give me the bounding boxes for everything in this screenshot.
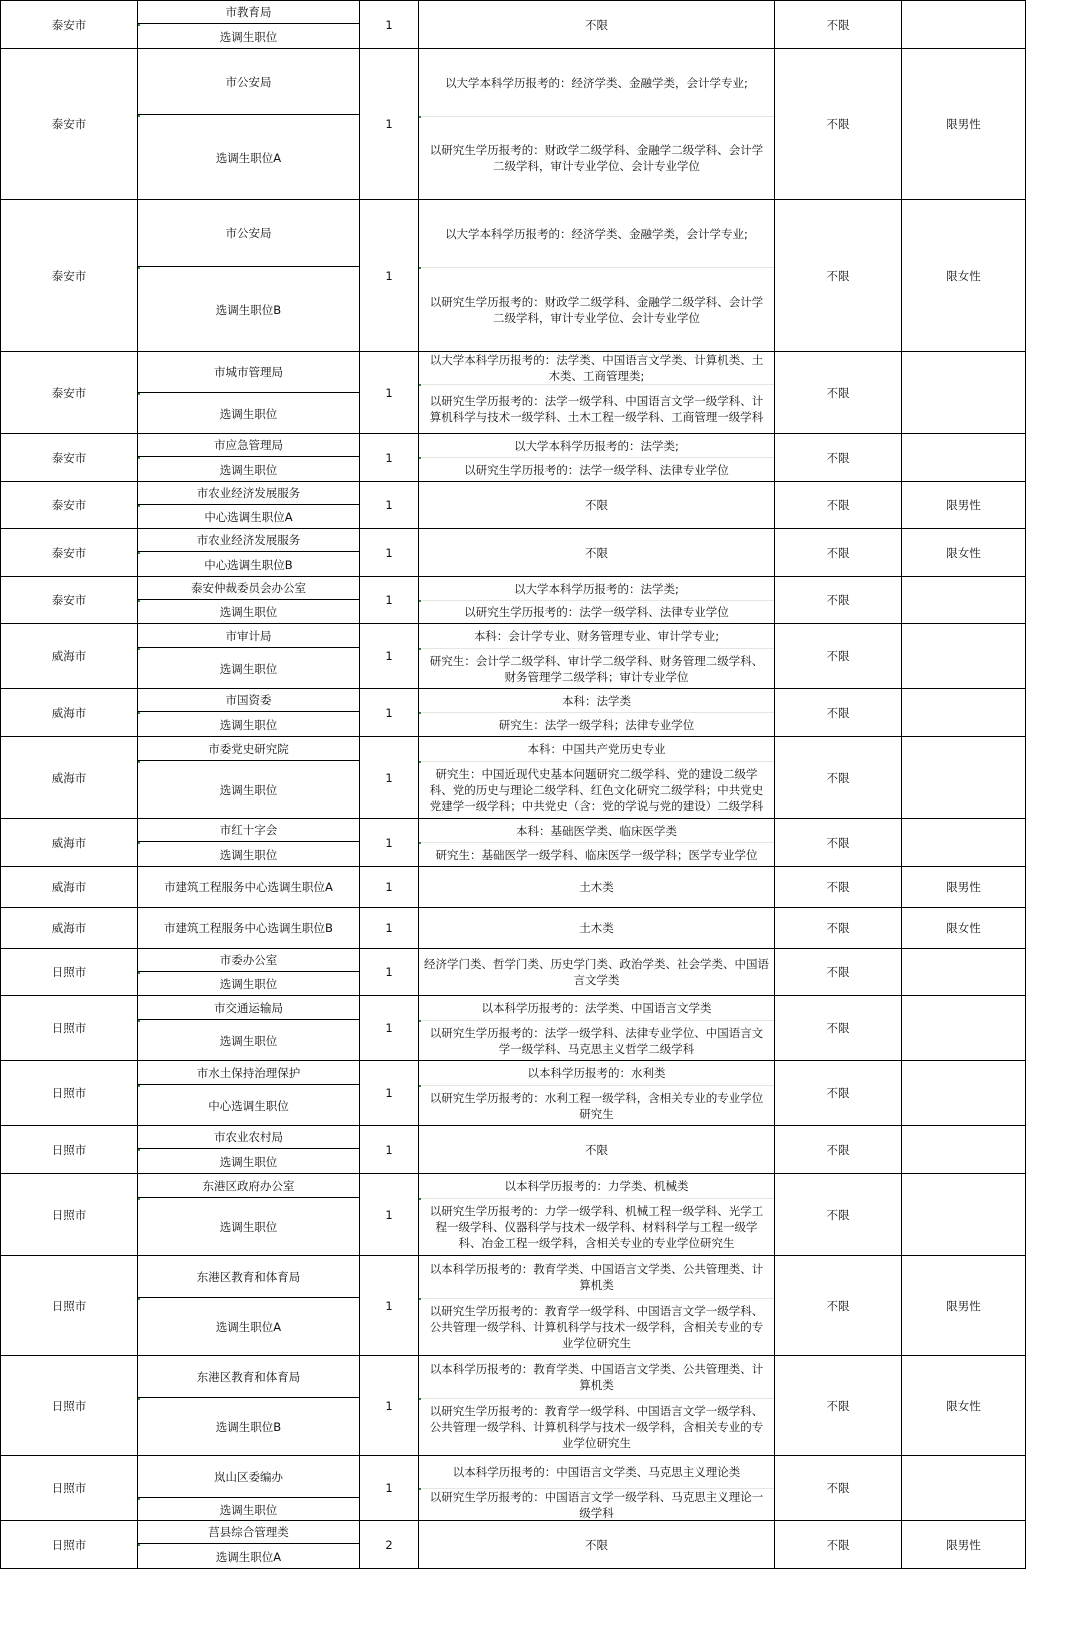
requirement-undergrad: 以本科学历报考的：力学类、机械类 (504, 1179, 689, 1193)
city-cell: 日照市 (0, 995, 138, 1061)
unit-position: 选调生职位B (215, 302, 282, 317)
cell-marker (419, 1398, 421, 1400)
city-cell: 日照市 (0, 1520, 138, 1569)
unit-name: 东港区教育和体育局 (138, 1256, 359, 1298)
requirement-graduate: 研究生：基础医学一级学科、临床医学一级学科；医学专业学位 (435, 847, 758, 862)
unit-name: 市交通运输局 (138, 996, 359, 1020)
education-cell: 不限 (774, 576, 902, 624)
cell-marker (138, 1085, 140, 1087)
unit-name: 市城市管理局 (138, 352, 359, 393)
requirement-cell (418, 818, 775, 867)
cell-marker (419, 842, 421, 844)
cell-marker (138, 972, 140, 974)
unit-cell (137, 1355, 360, 1456)
unit-cell (137, 688, 360, 737)
requirement-cell (418, 1255, 775, 1356)
city-cell: 日照市 (0, 1125, 138, 1174)
unit-name: 市红十字会 (138, 819, 359, 842)
note-cell (901, 1455, 1026, 1521)
requirement-undergrad: 以大学本科学历报考的：法学类; (514, 581, 679, 596)
unit-cell (137, 736, 360, 819)
count-cell: 1 (359, 1173, 419, 1256)
cell-marker (138, 393, 140, 395)
count-cell: 1 (359, 623, 419, 689)
cell-marker (138, 115, 140, 117)
requirement-undergrad: 以本科学历报考的：水利类 (527, 1066, 666, 1080)
requirement-graduate: 以研究生学历报考的：法学一级学科、中国语言文学一级学科、计算机科学与技术一级学科、土木工程一级学科、工商管理一级学科 (429, 394, 764, 424)
unit-cell (137, 576, 360, 624)
unit-name: 市国资委 (138, 689, 359, 712)
cell-marker (419, 1198, 421, 1200)
unit-name: 市水土保持治理保护 (138, 1061, 359, 1085)
requirement-undergrad: 以本科学历报考的：教育学类、中国语言文学类、公共管理类、计算机类 (429, 1362, 764, 1392)
unit-cell (137, 481, 360, 529)
requirement-cell: 经济学门类、哲学门类、历史学门类、政治学类、社会学类、中国语言文学类 (418, 948, 775, 996)
count-cell: 1 (359, 199, 419, 352)
unit-cell (137, 1255, 360, 1356)
cell-marker (138, 24, 140, 26)
unit-position: 选调生职位 (219, 847, 278, 862)
unit-name: 东港区政府办公室 (138, 1174, 359, 1198)
unit-cell (137, 818, 360, 867)
cell-marker (138, 1398, 140, 1400)
education-cell: 不限 (774, 1455, 902, 1521)
count-cell: 1 (359, 866, 419, 908)
cell-marker (138, 600, 140, 602)
city-cell: 威海市 (0, 818, 138, 867)
requirement-undergrad: 以本科学历报考的：教育学类、中国语言文学类、公共管理类、计算机类 (429, 1262, 764, 1292)
requirement-undergrad: 以本科学历报考的：法学类、中国语言文学类 (481, 1001, 712, 1015)
cell-marker (138, 1020, 140, 1022)
note-cell (901, 995, 1026, 1061)
unit-cell (137, 1520, 360, 1569)
requirement-graduate: 以研究生学历报考的：财政学二级学科、金融学二级学科、会计学二级学科，审计专业学位、会计专业学位 (429, 294, 764, 325)
count-cell: 1 (359, 48, 419, 200)
education-cell: 不限 (774, 948, 902, 996)
city-cell: 泰安市 (0, 0, 138, 49)
cell-marker (419, 267, 421, 269)
unit-cell: 市建筑工程服务中心选调生职位A (137, 866, 360, 908)
unit-cell: 市建筑工程服务中心选调生职位B (137, 907, 360, 949)
requirement-undergrad: 以大学本科学历报考的：经济学类、金融学类，会计学专业; (445, 75, 748, 90)
city-cell: 日照市 (0, 1060, 138, 1126)
cell-marker (419, 1020, 421, 1022)
cell-marker (419, 761, 421, 763)
city-cell: 威海市 (0, 623, 138, 689)
unit-cell (137, 1173, 360, 1256)
unit-name: 莒县综合管理类 (138, 1521, 359, 1544)
note-cell: 限女性 (901, 907, 1026, 949)
unit-position: 选调生职位 (219, 661, 278, 676)
count-cell: 2 (359, 1520, 419, 1569)
unit-cell (137, 948, 360, 996)
education-cell: 不限 (774, 995, 902, 1061)
unit-cell (137, 1455, 360, 1521)
city-cell: 日照市 (0, 1173, 138, 1256)
education-cell: 不限 (774, 1060, 902, 1126)
count-cell: 1 (359, 528, 419, 577)
cell-marker (419, 1298, 421, 1300)
requirement-graduate: 以研究生学历报考的：法学一级学科、法律专业学位 (464, 462, 729, 477)
requirement-cell (418, 995, 775, 1061)
count-cell: 1 (359, 688, 419, 737)
education-cell: 不限 (774, 199, 902, 352)
unit-name: 泰安仲裁委员会办公室 (138, 577, 359, 600)
count-cell: 1 (359, 818, 419, 867)
requirement-cell (418, 433, 775, 482)
education-cell: 不限 (774, 433, 902, 482)
education-cell: 不限 (774, 818, 902, 867)
note-cell: 限男性 (901, 481, 1026, 529)
requirement-undergrad: 本科：法学类 (562, 693, 631, 708)
education-cell: 不限 (774, 1255, 902, 1356)
note-cell (901, 1060, 1026, 1126)
city-cell: 日照市 (0, 1455, 138, 1521)
unit-position: 选调生职位 (219, 462, 278, 477)
unit-position: 中心选调生职位B (204, 557, 293, 572)
note-cell: 限女性 (901, 199, 1026, 352)
requirement-cell (418, 351, 775, 434)
unit-position: 选调生职位 (219, 605, 278, 619)
requirement-cell: 土木类 (418, 866, 775, 908)
note-cell: 限女性 (901, 1355, 1026, 1456)
requirement-cell: 不限 (418, 1125, 775, 1174)
education-cell: 不限 (774, 351, 902, 434)
unit-position: 选调生职位 (219, 29, 278, 44)
requirement-graduate: 研究生：会计学二级学科、审计学二级学科、财务管理二级学科、财务管理学二级学科；审计专业学位 (429, 653, 764, 684)
requirement-graduate: 以研究生学历报考的：水利工程一级学科，含相关专业的专业学位研究生 (429, 1090, 764, 1121)
requirement-graduate: 以研究生学历报考的：财政学二级学科、金融学二级学科、会计学二级学科，审计专业学位、会计专业学位 (429, 143, 764, 173)
unit-name: 市公安局 (138, 49, 359, 115)
requirement-cell: 土木类 (418, 907, 775, 949)
unit-name: 市审计局 (138, 624, 359, 648)
unit-cell (137, 623, 360, 689)
city-cell: 日照市 (0, 1355, 138, 1456)
city-cell: 泰安市 (0, 528, 138, 577)
requirement-graduate: 以研究生学历报考的：法学一级学科、法律专业学位 (464, 605, 729, 619)
unit-cell (137, 199, 360, 352)
cell-marker (138, 1498, 140, 1500)
requirement-cell: 不限 (418, 1520, 775, 1569)
requirement-cell: 不限 (418, 0, 775, 49)
count-cell: 1 (359, 907, 419, 949)
unit-cell (137, 995, 360, 1061)
note-cell (901, 1125, 1026, 1174)
unit-position: 选调生职位B (215, 1420, 282, 1434)
cell-marker (419, 1488, 421, 1490)
cell-marker (138, 761, 140, 763)
city-cell: 威海市 (0, 866, 138, 908)
requirement-cell (418, 623, 775, 689)
cell-marker (138, 1298, 140, 1300)
note-cell (901, 0, 1026, 49)
unit-position: 选调生职位A (215, 1320, 282, 1334)
education-cell: 不限 (774, 907, 902, 949)
education-cell: 不限 (774, 688, 902, 737)
cell-marker (138, 648, 140, 650)
requirement-graduate: 以研究生学历报考的：教育学一级学科、中国语言文学一级学科、公共管理一级学科、计算机科学与技术一级学科，含相关专业的专业学位研究生 (429, 1304, 764, 1350)
note-cell (901, 576, 1026, 624)
requirement-graduate: 研究生：法学一级学科；法律专业学位 (498, 717, 695, 732)
cell-marker (138, 712, 140, 714)
education-cell: 不限 (774, 0, 902, 49)
unit-name: 市委办公室 (138, 949, 359, 972)
count-cell: 1 (359, 995, 419, 1061)
cell-marker (138, 267, 140, 269)
unit-cell (137, 433, 360, 482)
unit-position: 选调生职位 (219, 1220, 278, 1234)
cell-marker (419, 712, 421, 714)
unit-name: 市农业经济发展服务 (138, 482, 359, 505)
requirement-cell (418, 576, 775, 624)
unit-cell (137, 48, 360, 200)
requirement-cell (418, 736, 775, 819)
requirement-cell (418, 199, 775, 352)
note-cell (901, 818, 1026, 867)
note-cell (901, 433, 1026, 482)
requirement-cell (418, 1355, 775, 1456)
unit-name: 市农业经济发展服务 (138, 529, 359, 552)
cell-marker (419, 600, 421, 602)
cell-marker (419, 116, 421, 118)
requirement-graduate: 以研究生学历报考的：中国语言文学一级学科、马克思主义理论一级学科 (429, 1489, 764, 1520)
requirement-cell (418, 1060, 775, 1126)
unit-name: 东港区教育和体育局 (138, 1356, 359, 1398)
cell-marker (419, 648, 421, 650)
unit-name: 市教育局 (138, 1, 359, 24)
requirement-undergrad: 以大学本科学历报考的：法学类; (514, 438, 679, 453)
requirement-undergrad: 以大学本科学历报考的：经济学类、金融学类，会计学专业; (445, 226, 748, 241)
unit-cell (137, 351, 360, 434)
count-cell: 1 (359, 351, 419, 434)
note-cell (901, 948, 1026, 996)
education-cell: 不限 (774, 736, 902, 819)
city-cell: 泰安市 (0, 48, 138, 200)
unit-cell (137, 0, 360, 49)
requirement-graduate: 以研究生学历报考的：教育学一级学科、中国语言文学一级学科、公共管理一级学科、计算机科学与技术一级学科，含相关专业的专业学位研究生 (429, 1404, 764, 1450)
unit-position: 中心选调生职位 (208, 1098, 289, 1113)
count-cell: 1 (359, 1255, 419, 1356)
unit-cell (137, 1060, 360, 1126)
unit-position: 选调生职位 (219, 783, 278, 797)
count-cell: 1 (359, 736, 419, 819)
requirement-cell (418, 1173, 775, 1256)
education-cell: 不限 (774, 528, 902, 577)
unit-position: 选调生职位 (219, 1502, 278, 1517)
requirement-undergrad: 本科：基础医学类、临床医学类 (516, 823, 677, 838)
unit-name: 市应急管理局 (138, 434, 359, 457)
unit-position: 选调生职位 (219, 717, 278, 732)
note-cell (901, 1173, 1026, 1256)
note-cell (901, 736, 1026, 819)
cell-marker (419, 384, 421, 386)
cell-marker (138, 457, 140, 459)
cell-marker (138, 505, 140, 507)
education-cell: 不限 (774, 1355, 902, 1456)
unit-position: 选调生职位 (219, 406, 278, 421)
education-cell: 不限 (774, 1125, 902, 1174)
unit-cell (137, 1125, 360, 1174)
note-cell (901, 351, 1026, 434)
cell-marker (138, 1198, 140, 1200)
count-cell: 1 (359, 576, 419, 624)
unit-position: 选调生职位 (219, 1154, 278, 1169)
note-cell (901, 623, 1026, 689)
cell-marker (419, 457, 421, 459)
education-cell: 不限 (774, 48, 902, 200)
city-cell: 日照市 (0, 948, 138, 996)
count-cell: 1 (359, 1455, 419, 1521)
requirement-undergrad: 本科：中国共产党历史专业 (527, 742, 666, 756)
count-cell: 1 (359, 0, 419, 49)
cell-marker (138, 1149, 140, 1151)
city-cell: 泰安市 (0, 351, 138, 434)
requirement-cell (418, 688, 775, 737)
unit-name: 市公安局 (138, 200, 359, 267)
count-cell: 1 (359, 433, 419, 482)
requirement-graduate: 研究生：中国近现代史基本问题研究二级学科、党的建设二级学科、党的历史与理论二级学科、红色文化研究二级学科；中共党史党建学一级学科；中共党史（含：党的学说与党的建设）二级学科 (429, 767, 764, 813)
note-cell: 限男性 (901, 866, 1026, 908)
requirement-cell: 不限 (418, 528, 775, 577)
count-cell: 1 (359, 481, 419, 529)
education-cell: 不限 (774, 1520, 902, 1569)
cell-marker (138, 552, 140, 554)
city-cell: 泰安市 (0, 481, 138, 529)
city-cell: 泰安市 (0, 433, 138, 482)
requirement-graduate: 以研究生学历报考的：力学一级学科、机械工程一级学科、光学工程一级学科、仪器科学与技术一级学科、材料科学与工程一级学科、冶金工程一级学科，含相关专业的专业学位研究生 (429, 1204, 764, 1250)
city-cell: 威海市 (0, 688, 138, 737)
note-cell: 限男性 (901, 1520, 1026, 1569)
count-cell: 1 (359, 1355, 419, 1456)
education-cell: 不限 (774, 1173, 902, 1256)
unit-position: 中心选调生职位A (204, 510, 293, 524)
requirement-undergrad: 以本科学历报考的：中国语言文学类、马克思主义理论类 (452, 1465, 741, 1479)
unit-position: 选调生职位 (219, 977, 278, 991)
note-cell (901, 688, 1026, 737)
note-cell: 限男性 (901, 48, 1026, 200)
unit-name: 市委党史研究院 (138, 737, 359, 761)
unit-cell (137, 528, 360, 577)
cell-marker (419, 1085, 421, 1087)
requirement-undergrad: 本科：会计学专业、财务管理专业、审计学专业; (473, 629, 720, 643)
count-cell: 1 (359, 948, 419, 996)
unit-name: 岚山区委编办 (138, 1456, 359, 1498)
city-cell: 泰安市 (0, 199, 138, 352)
count-cell: 1 (359, 1125, 419, 1174)
note-cell: 限男性 (901, 1255, 1026, 1356)
city-cell: 威海市 (0, 907, 138, 949)
cell-marker (138, 1544, 140, 1546)
requirement-cell (418, 1455, 775, 1521)
unit-name: 市农业农村局 (138, 1126, 359, 1149)
note-cell: 限女性 (901, 528, 1026, 577)
city-cell: 威海市 (0, 736, 138, 819)
count-cell: 1 (359, 1060, 419, 1126)
city-cell: 日照市 (0, 1255, 138, 1356)
unit-position: 选调生职位 (219, 1033, 278, 1048)
education-cell: 不限 (774, 866, 902, 908)
city-cell: 泰安市 (0, 576, 138, 624)
education-cell: 不限 (774, 623, 902, 689)
unit-position: 选调生职位A (215, 1549, 282, 1564)
requirement-cell: 不限 (418, 481, 775, 529)
requirement-graduate: 以研究生学历报考的：法学一级学科、法律专业学位、中国语言文学一级学科、马克思主义哲学二级学科 (429, 1025, 764, 1056)
education-cell: 不限 (774, 481, 902, 529)
requirement-cell (418, 48, 775, 200)
requirement-undergrad: 以大学本科学历报考的：法学类、中国语言文学类、计算机类、土木类、工商管理类; (429, 353, 764, 383)
unit-position: 选调生职位A (215, 150, 282, 165)
cell-marker (138, 842, 140, 844)
